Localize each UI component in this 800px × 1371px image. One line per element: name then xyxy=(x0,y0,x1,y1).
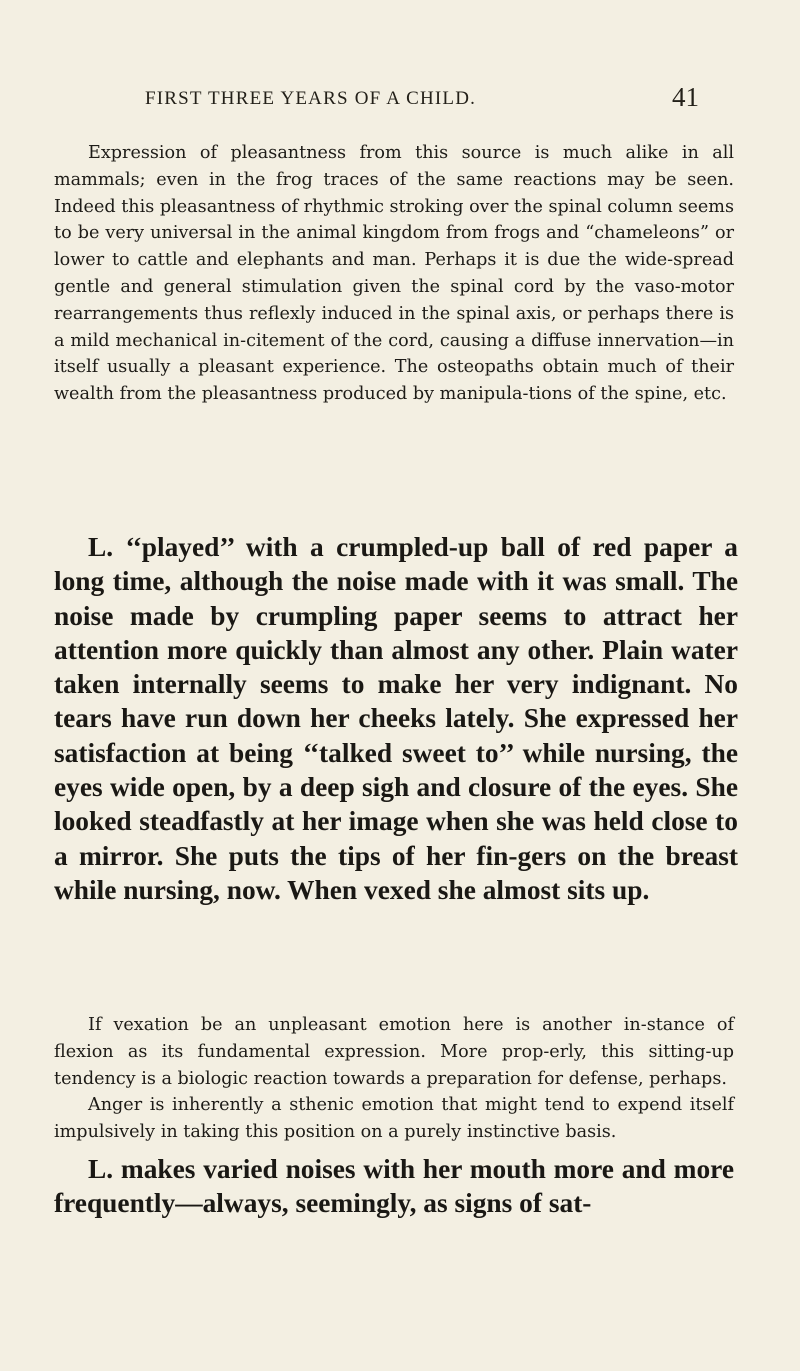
paragraph-mouth-noises: L. makes varied noises with her mouth more and more frequently—always, seemingly, as signs of sat- xyxy=(54,1154,734,1219)
paragraph-anger-sthenic: Anger is inherently a sthenic emotion that might tend to expend itself impulsively in taking this position on a purely instinctive basis. xyxy=(54,1095,734,1142)
running-head: FIRST THREE YEARS OF A CHILD. xyxy=(145,88,477,109)
page-number: 41 xyxy=(672,82,699,112)
paragraph-pleasantness-expression: Expression of pleasantness from this source is much alike in all mammals; even in the frog traces of the same reactions may be seen. Indeed this pleasantness of rhythmic stroking over the spinal column seems to be very universal in the animal kingdom from frogs and “chameleons” or lower to cattle and elephants and man. Perhaps it is due the wide-spread gentle and general stimulation given the spinal cord by the vaso-motor rearrangements thus reflexly induced in the spinal axis, or perhaps there is a mild mechanical in-citement of the cord, causing a diffuse innervation—in itself usually a pleasant experience. The osteopaths obtain much of their wealth from the pleasantness produced by manipula-tions of the spine, etc. xyxy=(54,143,734,405)
paragraph-diary-observation: L. ‘‘played’’ with a crumpled-up ball of red paper a long time, although the noise made with it was small. The noise made by crumpling paper seems to attract her attention more quickly than almost any other. Plain water taken internally seems to make her very indignant. No tears have run down her cheeks lately. She expressed her satisfaction at being ‘‘talked sweet to’’ while nursing, the eyes wide open, by a deep sigh and closure of the eyes. She looked steadfastly at her image when she was held close to a mirror. She puts the tips of her fin-gers on the breast while nursing, now. When vexed she almost sits up. xyxy=(54,532,738,905)
paragraph-vexation-flexion: If vexation be an unpleasant emotion here is another in-stance of flexion as its fundamental expression. More prop-erly, this sitting-up tendency is a biologic reaction towards a preparation for defense, perhaps. xyxy=(54,1015,734,1089)
